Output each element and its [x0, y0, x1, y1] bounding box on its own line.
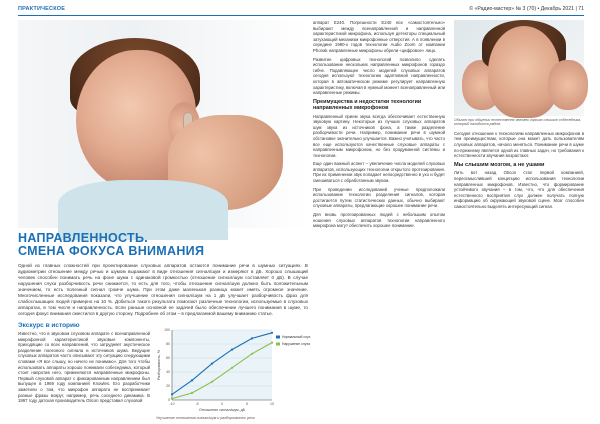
chart-point [231, 349, 233, 351]
snr-chart [156, 326, 311, 418]
side-photo-caption: Обычно при общении естественно человек хорошо слышит собеседника, который находится рядом. [454, 118, 582, 127]
title-line-2: СМЕНА ФОКУСА ВНИМАНИЯ [18, 244, 205, 258]
mid-paragraph-1: аппарат E240. Погрешности E240 все «самостоятельно» выбирают между всенаправленной и направленной характеристикой микрофона, используя детекторы специальный затухающий механизм микрофонные отверстия. А в появлении в середине 1990-х годов технологии Audio Zoom от компании Phonak направленные микрофоны обрели «цифровое» лицо. [313, 20, 445, 53]
chart-legend-swatch [276, 343, 280, 346]
chart-x-tick-label: 0 [221, 402, 223, 406]
article-title [18, 232, 308, 258]
chart-y-tick-label: 80 [166, 342, 170, 347]
mid-paragraph-2: Развитие цифровых технологий позволило сделать использование нескольких направленных микрофонов гораздо гибче. Подавляющее число моделей слуховых аппаратов сегодня используют технологию адаптивной направленности, которая в автоматическом режиме регулирует направленную характеристику, включая в нужный момент всенаправленный или направленные режимы. [313, 56, 445, 96]
chart-legend-swatch [276, 336, 280, 339]
chart-y-tick-label: 60 [166, 356, 170, 361]
right-paragraph-2: Лить вот назад Oticon стал первой компанией, переосмыслившей концепцию использования технологии направленных микрофонов. Известно, что формирование устойчивого звучания – в том, что, что для обеспечения естественного восприятия слух должен получать полную информацию об окружающей звуковой сцене. Мозг способен самостоятельно выделять интересующий сигнал. [454, 170, 584, 209]
chart-point [251, 353, 253, 355]
chart-plot-area [172, 330, 272, 400]
chart-point [191, 392, 193, 394]
chart-point [191, 379, 193, 381]
chart-caption: Улучшение отношения сигнал/шум и разборчивость речи [156, 416, 255, 420]
title-line-1: НАПРАВЛЕННОСТЬ. [18, 231, 149, 245]
journal-info: © «Радио-мастер» № 3 (70) • Декабрь 2021 | 71 [469, 6, 584, 12]
chart-y-tick-label: 20 [166, 384, 170, 389]
header-rule [18, 15, 584, 16]
chart-y-label: Разборчивость, % [157, 349, 161, 381]
chart-point [171, 398, 173, 400]
side-photo [454, 20, 584, 116]
hero-photo [18, 20, 308, 228]
chart-point [271, 342, 273, 344]
chart-y-tick-label: 40 [166, 370, 170, 375]
excursion-heading: Экскурс в историю [18, 322, 80, 329]
chart-x-label: Отношение сигнал/шум, дБ [198, 408, 246, 412]
mid-paragraph-3: Направленный прием звука всегда обеспечивает естественную звуковую картину. Некоторые из лучших слуховых аппаратов шум звука из источников фона, а также разделение разборчивости речи. Например, понимание речи в шумной обстановке значительно улучшается. Важно учитывать, что часто все еще используются качественные слуховые аппараты с направленным микрофоном, но без продуманной системы и технологии. [313, 113, 445, 158]
mid-paragraph-4: Еще один важный аспект – увеличение числа моделей слуховых аппаратов, использующих технологии открытого протезирования. При их применении звук попадает непосредственно в ухо и будет смешиваться с обработанным звуком. [313, 161, 445, 184]
excursion-text: Известно, что в звуковом слуховом аппарате с всенаправленной микрофонной характеристикой звуковые компоненты, приходящие со всех направлений, что затрудняет акустическое разделение полезного сигнала и источников шума. Ведущие слуховых аппаратов часто описывают эту ситуацию следующими словами «Я все слышу, но ничего не понимаю». Для того чтобы использовать аппараты хорошо понимали собеседника, который стоит напротив него, применяются направленные микрофоны. Первый слуховой аппарат с фиксированным направлением был выпущен в 1969 году компанией Knowles. Его разработчики заметили о том, что микрофон аппарата не воспринимает разные фразы вокруг, например, речь соседнего динамика. В 1997 году датская производитель Oticon представил слуховой [18, 331, 150, 404]
chart-x-tick-label: 5 [246, 402, 248, 406]
chart-point [231, 367, 233, 369]
chart-x-tick-label: -5 [195, 402, 199, 406]
chart-y-tick-label: 0 [168, 398, 170, 403]
pros-cons-heading: Преимущества и недостатки технологии направленных микрофонов [313, 98, 422, 112]
hearing-heading: Мы слышим мозгом, а не ушами [454, 161, 545, 168]
chart-svg [156, 326, 311, 416]
chart-legend-label: Нормальный слух [282, 335, 311, 339]
right-paragraph-1: Сегодня отношение к технологиям направленных микрофонов в тем преимуществам, которые она может дать пользователям слуховых аппаратов, начало меняться. Понимание речи в шуме по-прежнему является одной из главных задач, но требования к естественности звучания возрастают. [454, 130, 584, 159]
mid-paragraph-5: При проведении исследований ученые предположили использование технологии разделения сигналов, которая достигается путем статистических данных, обычно выбирают слуховые аппараты, предлагающие хорошее понимание речи. [313, 186, 445, 209]
right-column [454, 20, 584, 213]
middle-column [313, 20, 445, 232]
chart-point [271, 332, 273, 334]
chart-point [251, 337, 253, 339]
chart-legend-label: Нарушение слуха [282, 342, 310, 346]
chart-point [211, 381, 213, 383]
photo-hand-right [548, 60, 588, 110]
lead-paragraph: Одной из главных сложностей при проектировании слуховых аппаратов остаются понимание речи в шумных ситуациях. В аудиометрии отношение между речью и шумом выражают в виде отношения сигнал/шум и измеряют в дБ. Хорошо слышащий человек способен понимать речь на фоне шума с одинаковой громкостью (отношение сигнал/шум составляет 0 дБ). В случае нарушения слуха разборчивость речи снижается, то есть для того, чтобы отношение сигнал/шум должно быть положительным значением, то есть полезный сигнал громче шума. При этом даже маленькая разница может иметь огромное значение. Многочисленные исследования показали, что улучшение отношения сигнал/шум на 1 дБ улучшает разборчивость фраз для слабослышащих людей примерно на 10 %. Добиться такого результата помогают различные технологии, используемые в слуховых аппаратах, в том числе и направленность. Если раньше основной ее задачей было обеспечение лучшего понимания в шуме, то сегодня фокус внимания сместился в другую сторону. Подробнее об этом – в предлагаемой вашему вниманию статье. [18, 263, 308, 316]
chart-y-tick-label: 100 [164, 328, 170, 333]
chart-point [171, 393, 173, 395]
chart-x-tick-label: -10 [169, 402, 175, 406]
chart-x-tick-label: 10 [270, 402, 274, 406]
chart-point [211, 363, 213, 365]
mid-paragraph-6: Для вновь протезированных людей с небольшим опытом ношения слуховых аппаратов технологии направленного микрофона могут обеспечить хорошее понимание. [313, 212, 445, 229]
section-label: ПРАКТИЧЕСКОЕ [18, 6, 66, 12]
